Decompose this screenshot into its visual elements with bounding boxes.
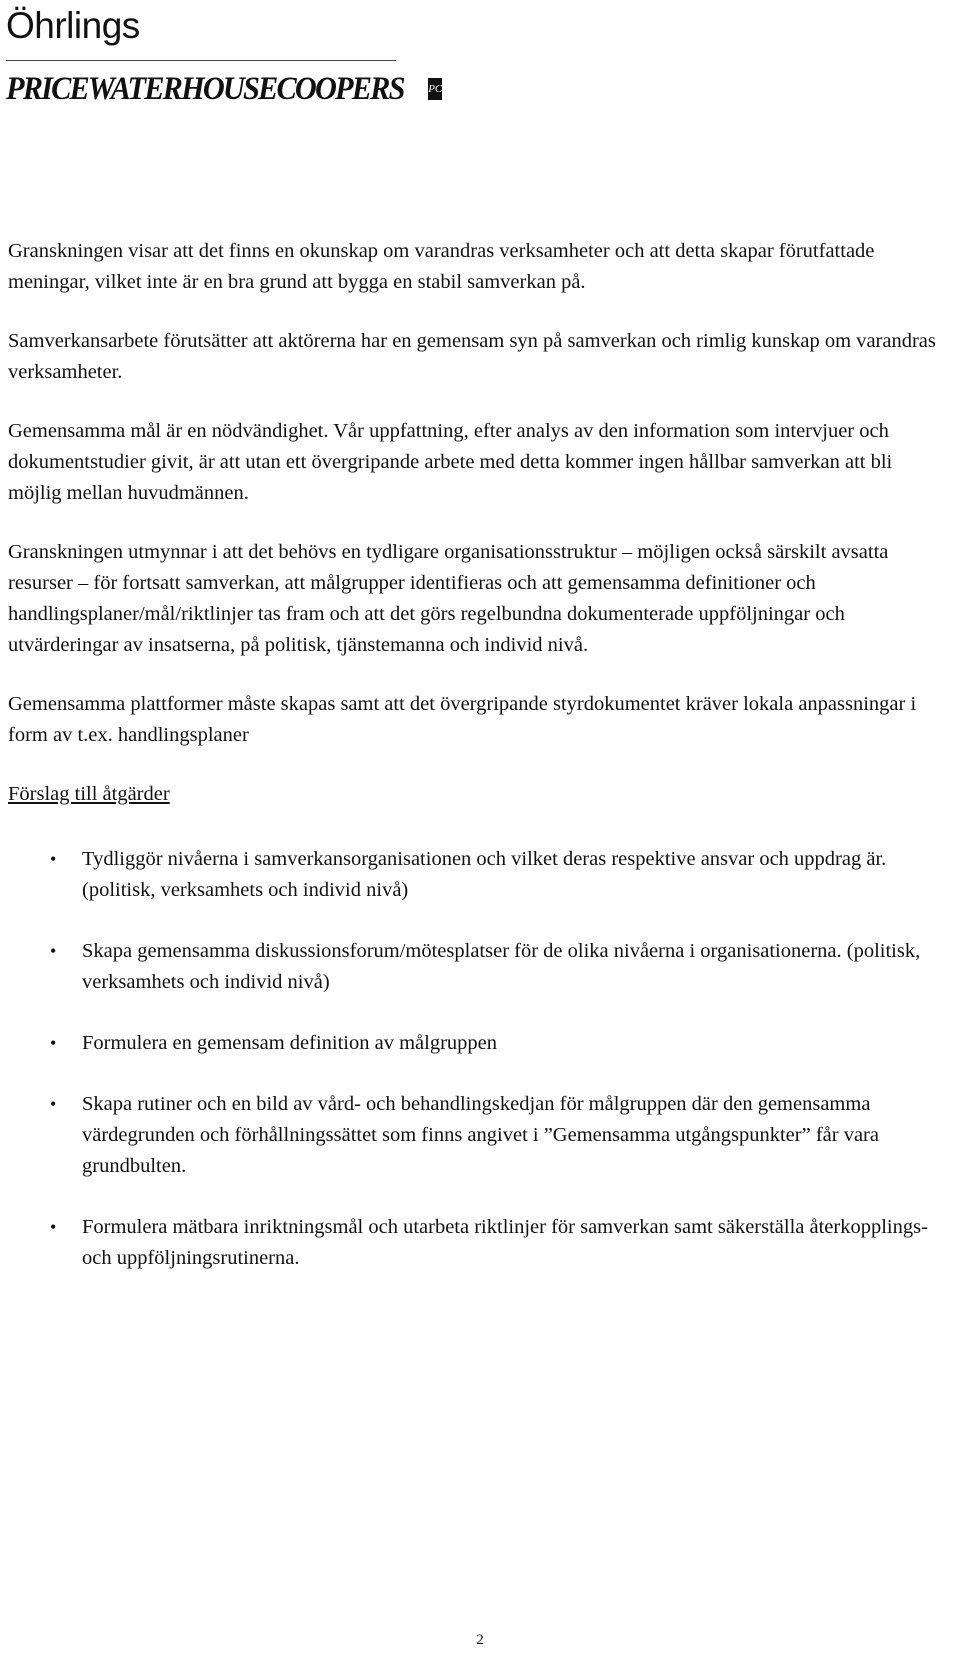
logo	[6, 4, 443, 107]
logo-pwc-row	[6, 71, 443, 107]
list-item-text: Skapa gemensamma diskussionsforum/mötesplatser för de olika nivåerna i organisationerna. (politisk, verksamhets och individ nivå)	[82, 940, 921, 993]
bullet-icon: •	[50, 1033, 57, 1053]
list-item	[8, 1028, 943, 1059]
logo-pricewaterhousecoopers: PRICEWATERHOUSECOOPERS	[6, 71, 404, 107]
logo-seal-icon: PC	[428, 78, 442, 100]
logo-ohrlings: Öhrlings	[6, 5, 140, 46]
paragraph-3: Gemensamma mål är en nödvändighet. Vår uppfattning, efter analys av den information som intervjuer och dokumentstudier givit, är att utan ett övergripande arbete med detta kommer ingen hållbar samverkan att bli möjlig mellan huvudmännen.	[8, 420, 893, 504]
list-item-text: Skapa rutiner och en bild av vård- och behandlingskedjan för målgruppen där den gemensamma värdegrunden och förhållningssättet som finns angivet i ”Gemensamma utgångspunkter” får vara grundbulten.	[82, 1093, 879, 1177]
action-list	[8, 844, 943, 1274]
bullet-icon: •	[50, 1094, 57, 1114]
bullet-icon: •	[50, 849, 57, 869]
list-item	[8, 1089, 943, 1182]
paragraph-1: Granskningen visar att det finns en okunskap om varandras verksamheter och att detta skapar förutfattade meningar, vilket inte är en bra grund att bygga en stabil samverkan på.	[8, 240, 875, 293]
list-item-text: Tydliggör nivåerna i samverkansorganisationen och vilket deras respektive ansvar och uppdrag är. (politisk, verksamhets och individ nivå)	[82, 848, 887, 901]
list-item-text: Formulera en gemensam definition av målgruppen	[82, 1032, 498, 1054]
bullet-icon: •	[50, 1217, 57, 1237]
list-item	[8, 936, 943, 998]
list-item	[8, 1212, 943, 1274]
paragraph-2: Samverkansarbete förutsätter att aktörerna har en gemensam syn på samverkan och rimlig kunskap om varandras verksamheter.	[8, 330, 936, 383]
logo-divider	[6, 60, 396, 61]
paragraph-5: Gemensamma plattformer måste skapas samt att det övergripande styrdokumentet kräver lokala anpassningar i form av t.ex. handlingsplaner	[8, 693, 917, 746]
list-item-text: Formulera mätbara inriktningsmål och utarbeta riktlinjer för samverkan samt säkerställa återkopplings- och uppföljningsrutinerna.	[82, 1216, 928, 1269]
section-heading: Förslag till åtgärder	[8, 783, 170, 805]
paragraph-4: Granskningen utmynnar i att det behövs en tydligare organisationsstruktur – möjligen också särskilt avsatta resurser – för fortsatt samverkan, att målgrupper identifieras och att gemensamma definitioner och handlingsplaner/mål/riktlinjer tas fram och att det görs regelbundna dokumenterade uppföljningar och utvärderingar av insatserna, på politisk, tjänstemanna och individ nivå.	[8, 541, 889, 656]
document-body	[8, 236, 943, 1304]
page-number: 2	[476, 1632, 484, 1648]
bullet-icon: •	[50, 941, 57, 961]
list-item	[8, 844, 943, 906]
